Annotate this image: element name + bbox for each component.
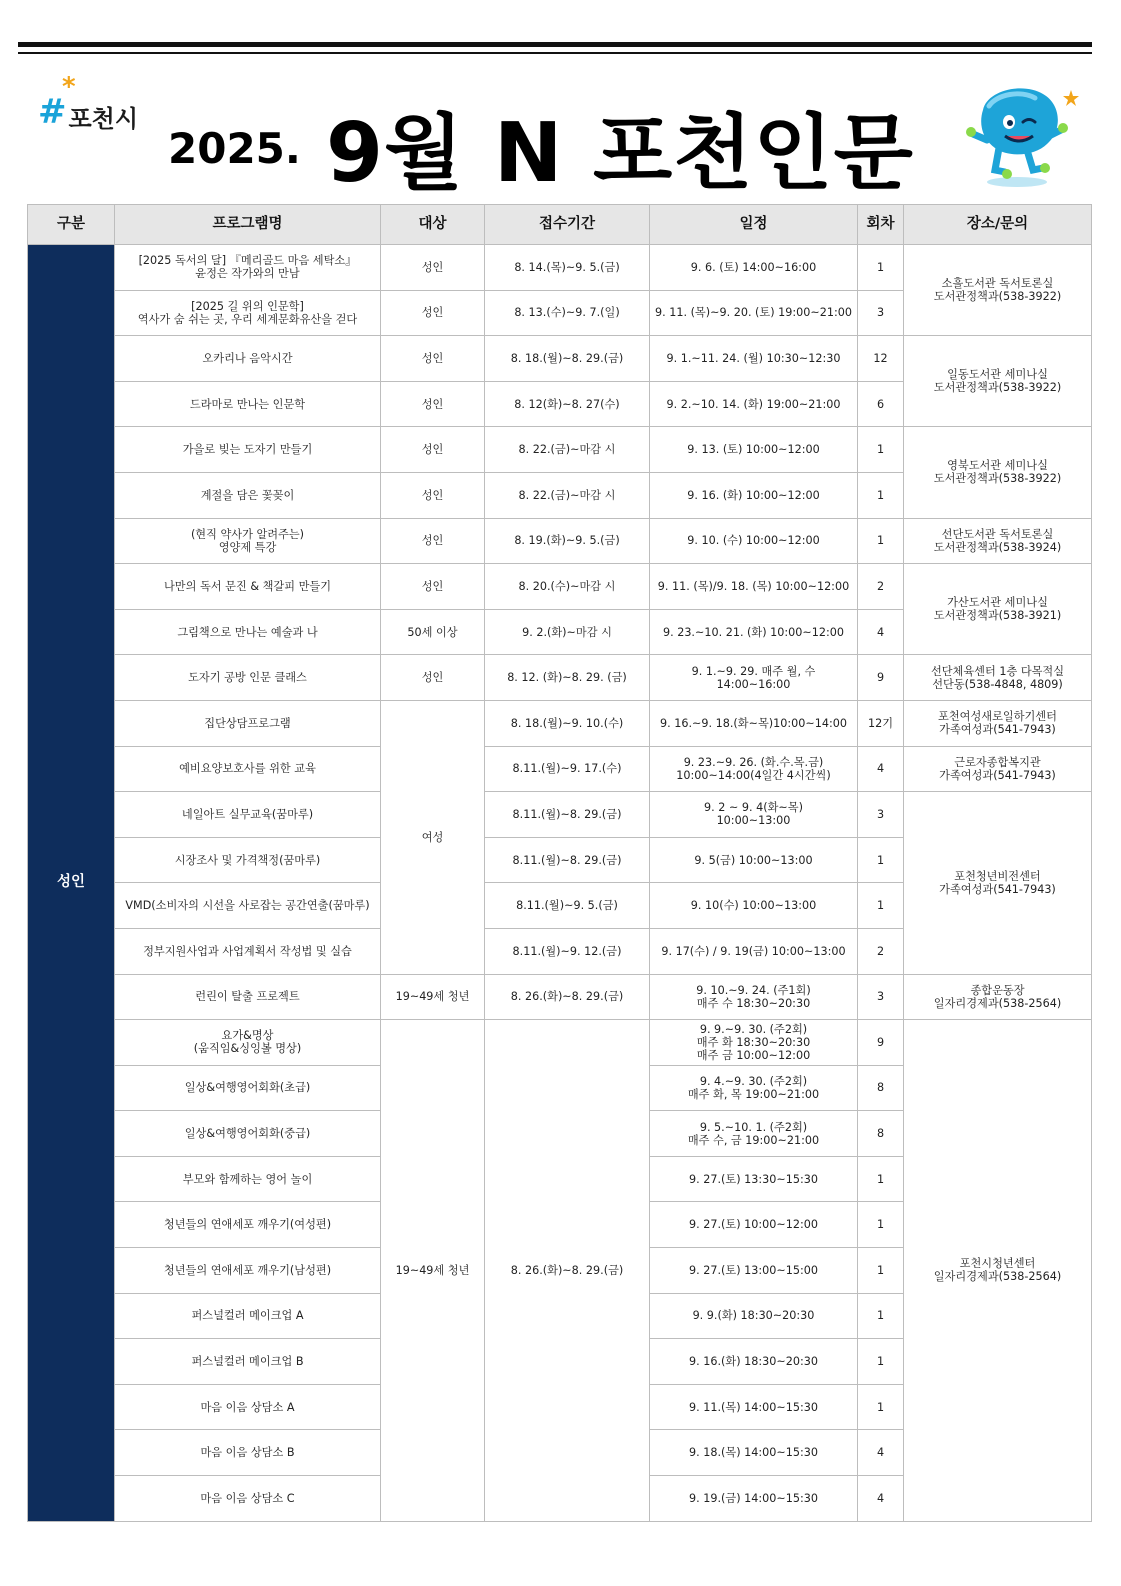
count-cell: 8 <box>858 1065 904 1111</box>
table-row <box>28 336 1092 382</box>
col-header-target: 대상 <box>381 205 485 245</box>
count-cell: 4 <box>858 1430 904 1476</box>
count-cell: 1 <box>858 837 904 883</box>
place-cell: 근로자종합복지관 가족여성과(541-7943) <box>904 746 1092 792</box>
table-row <box>28 700 1092 746</box>
count-cell: 8 <box>858 1111 904 1157</box>
schedule-cell: 9. 1.~9. 29. 매주 월, 수 14:00~16:00 <box>650 655 858 701</box>
col-header-program: 프로그램명 <box>115 205 381 245</box>
target-cell: 성인 <box>381 564 485 610</box>
place-cell: 일동도서관 세미나실 도서관정책과(538-3922) <box>904 336 1092 427</box>
place-cell: 선단체육센터 1층 다목적실 선단동(538-4848, 4809) <box>904 655 1092 701</box>
count-cell: 1 <box>858 1202 904 1248</box>
schedule-cell: 9. 16.(화) 18:30~20:30 <box>650 1339 858 1385</box>
schedule-cell: 9. 10. (수) 10:00~12:00 <box>650 518 858 564</box>
logo-hash-text: # <box>38 92 67 132</box>
schedule-cell: 9. 23.~9. 26. (화.수.목.금) 10:00~14:00(4일간 4시간씩) <box>650 746 858 792</box>
program-cell: 계절을 담은 꽃꽂이 <box>115 472 381 518</box>
program-cell: 나만의 독서 문진 & 책갈피 만들기 <box>115 564 381 610</box>
target-cell: 19~49세 청년 <box>381 1020 485 1522</box>
count-cell: 1 <box>858 245 904 291</box>
target-cell: 50세 이상 <box>381 609 485 655</box>
program-cell: 일상&여행영어회화(초급) <box>115 1065 381 1111</box>
schedule-cell: 9. 1.~11. 24. (월) 10:30~12:30 <box>650 336 858 382</box>
place-cell: 포천시청년센터 일자리경제과(538-2564) <box>904 1020 1092 1522</box>
table-row <box>28 518 1092 564</box>
target-cell: 성인 <box>381 245 485 291</box>
schedule-cell: 9. 11.(목) 14:00~15:30 <box>650 1384 858 1430</box>
count-cell: 1 <box>858 1156 904 1202</box>
program-cell: 런린이 탈출 프로젝트 <box>115 974 381 1020</box>
count-cell: 3 <box>858 974 904 1020</box>
count-cell: 1 <box>858 1339 904 1385</box>
program-cell: [2025 길 위의 인문학] 역사가 숨 쉬는 곳, 우리 세계문화유산을 걷다 <box>115 290 381 336</box>
mascot-character-icon <box>965 82 1083 190</box>
col-header-schedule: 일정 <box>650 205 858 245</box>
schedule-cell: 9. 17(수) / 9. 19(금) 10:00~13:00 <box>650 928 858 974</box>
count-cell: 3 <box>858 792 904 838</box>
schedule-cell: 9. 19.(금) 14:00~15:30 <box>650 1476 858 1522</box>
period-cell: 8. 14.(목)~9. 5.(금) <box>485 245 650 291</box>
period-cell: 8.11.(월)~8. 29.(금) <box>485 837 650 883</box>
table-row <box>28 564 1092 610</box>
count-cell: 1 <box>858 883 904 929</box>
schedule-cell: 9. 5.~10. 1. (주2회) 매주 수, 금 19:00~21:00 <box>650 1111 858 1157</box>
period-cell: 8.11.(월)~9. 5.(금) <box>485 883 650 929</box>
place-cell: 종합운동장 일자리경제과(538-2564) <box>904 974 1092 1020</box>
schedule-cell: 9. 27.(토) 10:00~12:00 <box>650 1202 858 1248</box>
program-cell: 드라마로 만나는 인문학 <box>115 381 381 427</box>
col-header-period: 접수기간 <box>485 205 650 245</box>
col-header-place: 장소/문의 <box>904 205 1092 245</box>
count-cell: 1 <box>858 472 904 518</box>
target-cell: 여성 <box>381 700 485 974</box>
place-cell: 선단도서관 독서토론실 도서관정책과(538-3924) <box>904 518 1092 564</box>
target-cell: 19~49세 청년 <box>381 974 485 1020</box>
program-cell: 퍼스널컬러 메이크업 B <box>115 1339 381 1385</box>
schedule-cell: 9. 13. (토) 10:00~12:00 <box>650 427 858 473</box>
count-cell: 3 <box>858 290 904 336</box>
program-cell: 청년들의 연애세포 깨우기(남성편) <box>115 1248 381 1294</box>
count-cell: 4 <box>858 746 904 792</box>
program-cell: 시장조사 및 가격책정(꿈마루) <box>115 837 381 883</box>
col-header-count: 회차 <box>858 205 904 245</box>
period-cell: 8. 13.(수)~9. 7.(일) <box>485 290 650 336</box>
program-cell: 마음 이음 상담소 C <box>115 1476 381 1522</box>
count-cell: 4 <box>858 1476 904 1522</box>
schedule-cell: 9. 27.(토) 13:00~15:00 <box>650 1248 858 1294</box>
program-cell: 일상&여행영어회화(중급) <box>115 1111 381 1157</box>
place-cell: 포천여성새로일하기센터 가족여성과(541-7943) <box>904 700 1092 746</box>
place-cell: 포천청년비전센터 가족여성과(541-7943) <box>904 792 1092 974</box>
count-cell: 1 <box>858 518 904 564</box>
period-cell: 8. 26.(화)~8. 29.(금) <box>485 1020 650 1522</box>
table-row <box>28 245 1092 291</box>
target-cell: 성인 <box>381 655 485 701</box>
period-cell: 8. 22.(금)~마감 시 <box>485 427 650 473</box>
logo-star-icon: * <box>62 72 76 102</box>
program-cell: 오카리나 음악시간 <box>115 336 381 382</box>
schedule-cell: 9. 11. (목)~9. 20. (토) 19:00~21:00 <box>650 290 858 336</box>
count-cell: 12기 <box>858 700 904 746</box>
program-cell: VMD(소비자의 시선을 사로잡는 공간연출(꿈마루) <box>115 883 381 929</box>
program-cell: 가을로 빚는 도자기 만들기 <box>115 427 381 473</box>
table-row <box>28 974 1092 1020</box>
schedule-cell: 9. 27.(토) 13:30~15:30 <box>650 1156 858 1202</box>
period-cell: 8.11.(월)~9. 12.(금) <box>485 928 650 974</box>
table-row <box>28 427 1092 473</box>
schedule-cell: 9. 2 ~ 9. 4(화~목) 10:00~13:00 <box>650 792 858 838</box>
program-cell: 예비요양보호사를 위한 교육 <box>115 746 381 792</box>
top-rule-thin <box>18 52 1092 54</box>
period-cell: 8.11.(월)~9. 17.(수) <box>485 746 650 792</box>
program-cell: 요가&명상 (움직임&싱잉볼 명상) <box>115 1020 381 1066</box>
program-cell: 부모와 함께하는 영어 놀이 <box>115 1156 381 1202</box>
program-cell: [2025 독서의 달] 『메리골드 마음 세탁소』 윤정은 작가와의 만남 <box>115 245 381 291</box>
period-cell: 8. 12(화)~8. 27(수) <box>485 381 650 427</box>
program-cell: 마음 이음 상담소 B <box>115 1430 381 1476</box>
period-cell: 8. 26.(화)~8. 29.(금) <box>485 974 650 1020</box>
year-label: 2025. <box>168 124 301 173</box>
period-cell: 8. 19.(화)~9. 5.(금) <box>485 518 650 564</box>
top-rule-thick <box>18 42 1092 47</box>
program-cell: 청년들의 연애세포 깨우기(여성편) <box>115 1202 381 1248</box>
schedule-cell: 9. 10.~9. 24. (주1회) 매주 수 18:30~20:30 <box>650 974 858 1020</box>
place-cell: 영북도서관 세미나실 도서관정책과(538-3922) <box>904 427 1092 518</box>
schedule-cell: 9. 10(수) 10:00~13:00 <box>650 883 858 929</box>
target-cell: 성인 <box>381 472 485 518</box>
count-cell: 12 <box>858 336 904 382</box>
logo-text: 포천시 <box>68 104 139 133</box>
schedule-cell: 9. 5(금) 10:00~13:00 <box>650 837 858 883</box>
schedule-cell: 9. 9.(화) 18:30~20:30 <box>650 1293 858 1339</box>
schedule-cell: 9. 16.~9. 18.(화~목)10:00~14:00 <box>650 700 858 746</box>
period-cell: 9. 2.(화)~마감 시 <box>485 609 650 655</box>
program-cell: 그림책으로 만나는 예술과 나 <box>115 609 381 655</box>
logo-hash-icon <box>38 72 76 132</box>
schedule-cell: 9. 6. (토) 14:00~16:00 <box>650 245 858 291</box>
table-row <box>28 746 1092 792</box>
table-row <box>28 655 1092 701</box>
schedule-cell: 9. 16. (화) 10:00~12:00 <box>650 472 858 518</box>
schedule-cell: 9. 2.~10. 14. (화) 19:00~21:00 <box>650 381 858 427</box>
period-cell: 8. 22.(금)~마감 시 <box>485 472 650 518</box>
program-cell: 네일아트 실무교육(꿈마루) <box>115 792 381 838</box>
col-header-category: 구분 <box>28 205 115 245</box>
count-cell: 2 <box>858 564 904 610</box>
program-cell: (현직 약사가 알려주는) 영양제 특강 <box>115 518 381 564</box>
count-cell: 9 <box>858 1020 904 1066</box>
program-cell: 마음 이음 상담소 A <box>115 1384 381 1430</box>
table-row <box>28 792 1092 838</box>
schedule-cell: 9. 23.~10. 21. (화) 10:00~12:00 <box>650 609 858 655</box>
count-cell: 4 <box>858 609 904 655</box>
period-cell: 8. 18.(월)~8. 29.(금) <box>485 336 650 382</box>
period-cell: 8. 18.(월)~9. 10.(수) <box>485 700 650 746</box>
schedule-cell: 9. 11. (목)/9. 18. (목) 10:00~12:00 <box>650 564 858 610</box>
page-title: 9월 N 포천인문 <box>326 106 914 201</box>
count-cell: 1 <box>858 1248 904 1294</box>
schedule-cell: 9. 4.~9. 30. (주2회) 매주 화, 목 19:00~21:00 <box>650 1065 858 1111</box>
target-cell: 성인 <box>381 518 485 564</box>
program-table <box>27 204 1092 1522</box>
place-cell: 가산도서관 세미나실 도서관정책과(538-3921) <box>904 564 1092 655</box>
category-cell: 성인 <box>28 245 115 1522</box>
schedule-cell: 9. 18.(목) 14:00~15:30 <box>650 1430 858 1476</box>
table-row <box>28 1020 1092 1066</box>
target-cell: 성인 <box>381 336 485 382</box>
period-cell: 8. 20.(수)~마감 시 <box>485 564 650 610</box>
target-cell: 성인 <box>381 290 485 336</box>
program-cell: 정부지원사업과 사업계획서 작성법 및 실습 <box>115 928 381 974</box>
count-cell: 9 <box>858 655 904 701</box>
count-cell: 1 <box>858 427 904 473</box>
program-cell: 퍼스널컬러 메이크업 A <box>115 1293 381 1339</box>
table-header-row <box>28 205 1092 245</box>
target-cell: 성인 <box>381 427 485 473</box>
count-cell: 1 <box>858 1384 904 1430</box>
program-cell: 도자기 공방 인문 클래스 <box>115 655 381 701</box>
target-cell: 성인 <box>381 381 485 427</box>
count-cell: 2 <box>858 928 904 974</box>
period-cell: 8. 12. (화)~8. 29. (금) <box>485 655 650 701</box>
schedule-cell: 9. 9.~9. 30. (주2회) 매주 화 18:30~20:30 매주 금 10:00~12:00 <box>650 1020 858 1066</box>
place-cell: 소흘도서관 독서토론실 도서관정책과(538-3922) <box>904 245 1092 336</box>
period-cell: 8.11.(월)~8. 29.(금) <box>485 792 650 838</box>
count-cell: 1 <box>858 1293 904 1339</box>
program-cell: 집단상담프로그램 <box>115 700 381 746</box>
count-cell: 6 <box>858 381 904 427</box>
pocheon-logo <box>38 72 139 133</box>
